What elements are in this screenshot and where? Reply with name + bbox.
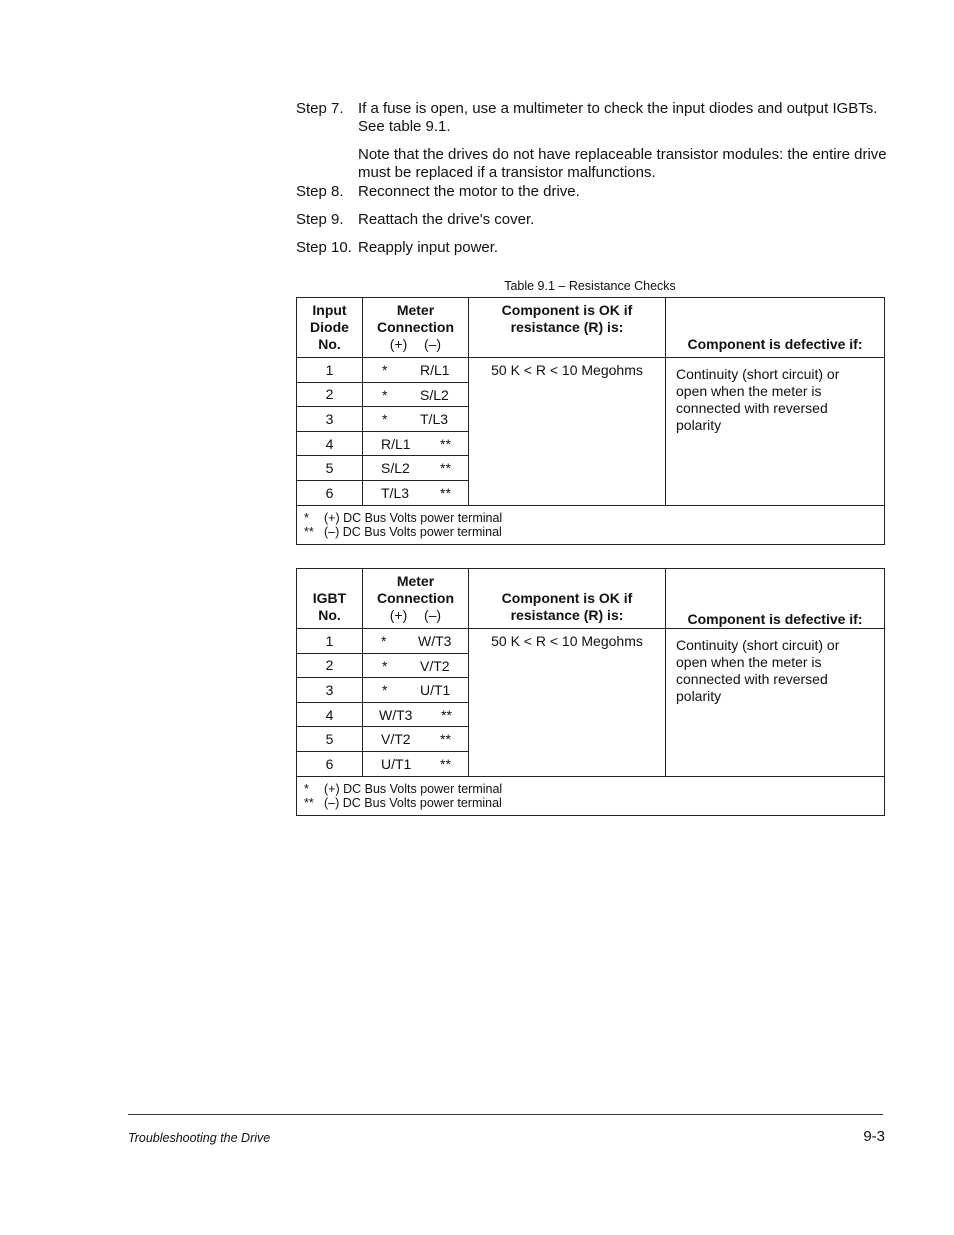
footnote: ** (–) DC Bus Volts power terminal [304,524,502,539]
cell-no: 3 [297,678,363,703]
cell-meter: T/L3 ** [363,480,469,505]
cell-ok-value: 50 K < R < 10 Megohms [469,358,666,506]
header-igbt-no: IGBT No. [297,569,363,629]
footer-divider [128,1114,883,1115]
header-ok: Component is OK if resistance (R) is: [469,569,666,629]
cell-no: 2 [297,382,363,407]
step-text: Reconnect the motor to the drive. [358,183,580,200]
cell-no: 4 [297,431,363,456]
cell-no: 4 [297,702,363,727]
step-7 [296,100,896,182]
cell-meter: * R/L1 [363,358,469,383]
step-number: Step 7. [296,100,344,117]
cell-meter: U/T1 ** [363,751,469,776]
cell-no: 2 [297,653,363,678]
cell-no: 6 [297,751,363,776]
page-number: 9-3 [863,1128,885,1145]
cell-no: 5 [297,456,363,481]
step-number: Step 10. [296,239,352,256]
table-row [297,629,885,654]
cell-no: 6 [297,480,363,505]
cell-meter: R/L1 ** [363,431,469,456]
cell-no: 5 [297,727,363,752]
step-10 [296,239,896,257]
cell-no: 1 [297,629,363,654]
cell-meter: W/T3 ** [363,702,469,727]
table-footnotes [297,505,885,544]
header-defective: Component is defective if: [666,569,885,629]
table-header-row [297,569,885,629]
table-header-row [297,298,885,358]
step-number: Step 8. [296,183,344,200]
table-row [297,358,885,383]
table-caption: Table 9.1 – Resistance Checks [504,279,676,293]
step-number: Step 9. [296,211,344,228]
table-footnotes [297,776,885,815]
header-defective: Component is defective if: [666,298,885,358]
header-meter-connection: Meter Connection (+) (–) [363,569,469,629]
procedure-steps [296,100,896,267]
cell-meter: * W/T3 [363,629,469,654]
step-note: Note that the drives do not have replaceable transistor modules: the entire drive must be replaced if a transistor malfunctions. [358,146,887,181]
cell-meter: V/T2 ** [363,727,469,752]
step-text: Reapply input power. [358,239,499,256]
footer-section-title: Troubleshooting the Drive [128,1131,271,1145]
igbt-resistance-table [296,568,885,816]
footnote: * (+) DC Bus Volts power terminal [304,781,503,796]
header-ok: Component is OK if resistance (R) is: [469,298,666,358]
diode-resistance-table [296,297,885,545]
cell-meter: * S/L2 [363,382,469,407]
cell-meter: * T/L3 [363,407,469,432]
step-text: If a fuse is open, use a multimeter to check the input diodes and output IGBTs. See table 9.1. [358,100,878,135]
cell-no: 1 [297,358,363,383]
step-9 [296,211,896,229]
footnote: * (+) DC Bus Volts power terminal [304,510,503,525]
cell-meter: * U/T1 [363,678,469,703]
step-8 [296,183,896,201]
cell-defective-value: Continuity (short circuit) or open when the meter is connected with reversed polarity [666,358,885,506]
cell-no: 3 [297,407,363,432]
step-text: Reattach the drive's cover. [358,211,535,228]
header-diode-no: Input Diode No. [297,298,363,358]
cell-ok-value: 50 K < R < 10 Megohms [469,629,666,777]
cell-defective-value: Continuity (short circuit) or open when the meter is connected with reversed polarity [666,629,885,777]
cell-meter: * V/T2 [363,653,469,678]
cell-meter: S/L2 ** [363,456,469,481]
footnote: ** (–) DC Bus Volts power terminal [304,795,502,810]
header-meter-connection: Meter Connection (+) (–) [363,298,469,358]
